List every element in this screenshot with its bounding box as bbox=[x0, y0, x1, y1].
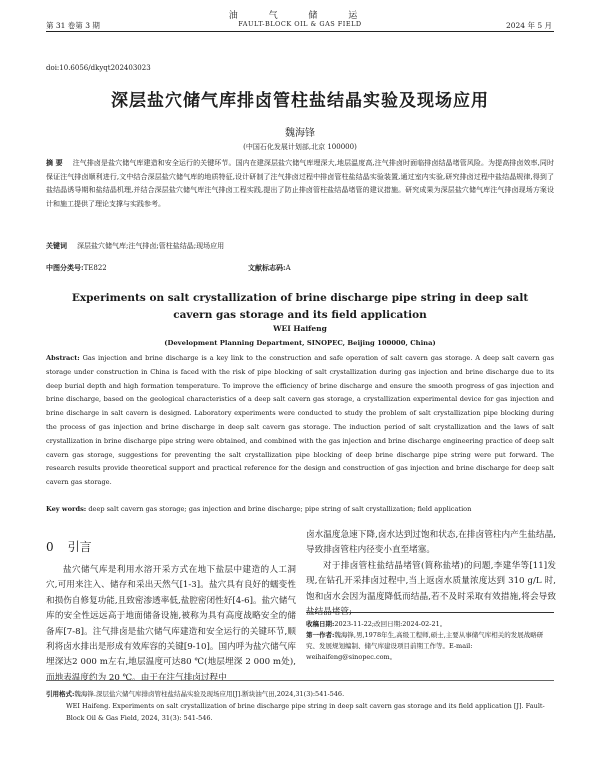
citation bbox=[46, 688, 554, 724]
received-label: 收稿日期: bbox=[306, 620, 335, 628]
citation-label: 引用格式: bbox=[46, 690, 75, 698]
classification bbox=[46, 263, 107, 273]
abstract-en-text: Gas injection and brine discharge is a key link to the construction and safe operation of salt cavern gas storage. A deep salt cavern gas storage under construction in China is faced with the risk of pipe blocking of salt crystallization during gas injection and brine discharge due to its deep burial depth and high formation temperature. To improve the efficiency of brine discharge and ensure the smooth progress of gas injection and brine discharge, based on the geological characteristics of a deep salt cavern gas storage, a crystallization experimental device for gas injection and brine discharge in salt cavern is designed. Laboratory experiments were conducted to study the problem of salt crystallization pipe blocking during the process of gas injection and brine discharge in deep salt cavern gas storage. The induction period of salt crystallization and the laws of salt crystallization in brine discharge pipe string were obtained, and combined with the gas injection and brine discharge engineering practice of deep salt cavern gas storage, suggestions for preventing the salt crystallization pipe blocking of deep brine discharge pipe string were put forward. The research results provide theoretical support and practical reference for the design and construction of gas injection and brine discharge for deep salt cavern gas storage. bbox=[46, 354, 554, 487]
classification-value: TE822 bbox=[83, 264, 107, 272]
received-value: 2023-11-22;改回日期:2024-02-21。 bbox=[334, 620, 447, 628]
author-cn: 魏海锋 bbox=[285, 128, 315, 139]
author-bio-label: 第一作者: bbox=[306, 631, 335, 639]
intro-paragraph-2: 卤水温度急速下降,卤水达到过饱和状态,在排卤管柱内产生盐结晶,导致排卤管柱内径变小直至堵塞。 bbox=[306, 530, 556, 556]
intro-paragraph-1: 盐穴储气库是利用水溶开采方式在地下盐层中建造的人工洞穴,可用来注入、储存和采出天然气[1-3]。盐穴具有良好的蠕变性和损伤自修复功能,且致密渗透率低,盐腔密闭性好[4-6]。盐穴储气库的安全性远远高于地面储备设施,被称为具有高度战略安全的储备库[7-8]。注气排卤是盐穴储气库建造和安全运行的关键环节,顺利将卤水排出是形成有效库容的关键[9-10]。国内呼为盐穴储气库埋深达2 000 m左右,地层温度可达80 ℃(地层埋深 2 000 m处),而地表温度约为 20 ℃。由于在注气排卤过程中 bbox=[46, 565, 296, 683]
doi: doi:10.6056/dkyqt202403023 bbox=[46, 64, 151, 72]
section-heading bbox=[46, 538, 296, 555]
author-bio-text: 魏海锋,男,1978年生,高级工程师,硕士,主要从事储气库相关的发展战略研究、发展规划编制、储气库建设项目前期工作等。E-mail: weihaifeng@sinopec.com。 bbox=[306, 631, 544, 661]
affiliation-cn: (中国石化发展计划部,北京 100000) bbox=[243, 143, 357, 151]
document-code bbox=[248, 263, 291, 273]
journal-name-cn: 油 气 储 运 bbox=[228, 11, 372, 21]
abstract-cn-text: 注气排卤是盐穴储气库建造和安全运行的关键环节。国内在建深层盐穴储气库埋深大,地层温度高,注气排卤时面临排卤结晶堵管风险。为提高排卤效率,同时保证注气排卤顺利进行,文中结合深层盐穴储气库的地质特征,设计研制了注气排卤过程中排卤管柱盐结晶实验装置,通过室内实验,研究排卤过程中盐结晶规律,得到了盐结晶诱导期和盐结晶机理,并结合深层盐穴储气库注气排卤工程实践,提出了防止排卤管柱盐结晶堵管的建议措施。研究成果为深层盐穴储气库注气排卤现场方案设计和施工提供了理论支撑与实践参考。 bbox=[46, 159, 554, 208]
title-en: Experiments on salt crystallization of brine discharge pipe string in deep salt cavern gas storage and its field application bbox=[71, 292, 529, 321]
keywords-en-text: deep salt cavern gas storage; gas injection and brine discharge; pipe string of salt crystallization; field application bbox=[88, 505, 472, 513]
affiliation-en: (Development Planning Department, SINOPEC, Beijing 100000, China) bbox=[164, 339, 436, 347]
journal-name-en: FAULT-BLOCK OIL & GAS FIELD bbox=[238, 20, 362, 28]
author-en: WEI Haifeng bbox=[273, 324, 327, 333]
footnote bbox=[306, 612, 554, 663]
abstract-cn bbox=[46, 156, 554, 211]
keywords-en bbox=[46, 505, 554, 513]
received-date bbox=[306, 619, 554, 630]
section-title: 引言 bbox=[67, 540, 92, 554]
intro-paragraph-3: 对于排卤管柱盐结晶堵管(简称盐堵)的问题,李建华等[11]发现,在钻孔开采排卤过程中,当上返卤水质量浓度达到 310 g/L 时,饱和卤水会因为温度降低而结晶,若不及时采取有效措施,将会导致盐结晶堵管; bbox=[306, 560, 556, 618]
header-rule bbox=[46, 31, 554, 32]
citation-en: WEI Haifeng. Experiments on salt crystallization of brine discharge pipe string in deep salt cavern gas storage and its field application [J]. Fault-Block Oil & Gas Field, 2024, 31(3): 541-546. bbox=[66, 702, 545, 722]
keywords-cn-text: 深层盐穴储气库;注气排卤;管柱盐结晶;现场应用 bbox=[77, 242, 225, 250]
abstract-en bbox=[46, 352, 554, 490]
body-right-column bbox=[306, 528, 556, 620]
volume-issue: 第 31 卷第 3 期 bbox=[46, 21, 100, 30]
abstract-cn-label: 摘 要 bbox=[46, 158, 63, 167]
document-code-value: A bbox=[285, 264, 291, 272]
section-number: 0 bbox=[46, 540, 54, 554]
classification-label: 中图分类号: bbox=[46, 263, 84, 272]
keywords-cn bbox=[46, 241, 554, 251]
keywords-en-label: Key words: bbox=[46, 505, 87, 513]
author-bio bbox=[306, 630, 554, 663]
document-code-label: 文献标志码: bbox=[248, 263, 286, 272]
abstract-en-label: Abstract: bbox=[46, 354, 80, 362]
title-cn: 深层盐穴储气库排卤管柱盐结晶实验及现场应用 bbox=[111, 91, 489, 111]
keywords-cn-label: 关键词 bbox=[46, 241, 67, 250]
citation-cn: 魏海锋.深层盐穴储气库排卤管柱盐结晶实验及现场应用[J].断块油气田,2024,31(3):541-546. bbox=[74, 690, 345, 698]
issue-date: 2024 年 5 月 bbox=[505, 21, 552, 30]
body-left-column bbox=[46, 528, 296, 686]
citation-rule bbox=[46, 680, 554, 681]
